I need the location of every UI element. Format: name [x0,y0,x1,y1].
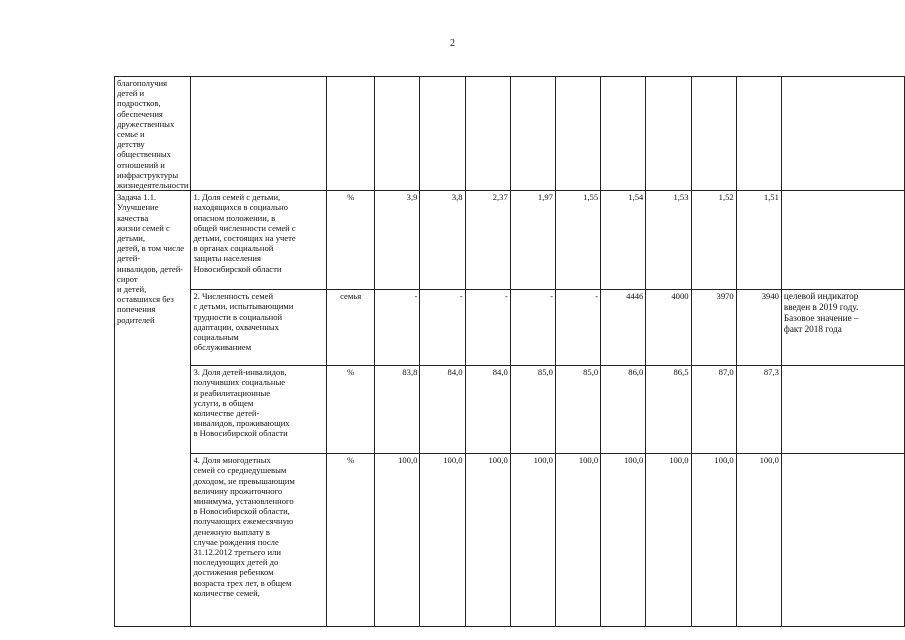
note-cell: целевой индикатор введен в 2019 году. Базовое значение – факт 2018 года [781,290,904,366]
table-row-continuation [115,77,905,191]
value-cell: 2,37 [465,191,510,290]
value-cell: 87,3 [736,366,781,454]
task-cell: Задача 1.1. Улучшение качества жизни семей с детьми, детей, в том числе детей- инвалидов, детей-сирот и детей, оставшихся без попечения родителей [115,191,191,627]
note-cell [781,191,904,290]
value-cell: 1,53 [646,191,691,290]
value-cell: 86,0 [601,366,646,454]
value-cell: 100,0 [691,454,736,627]
value-cell: 100,0 [420,454,465,627]
value-cell: 4446 [601,290,646,366]
table-row-indicator-1 [115,191,905,290]
value-cell: 87,0 [691,366,736,454]
value-cell: 100,0 [510,454,555,627]
value-cell: 84,0 [465,366,510,454]
value-cell: 86,5 [646,366,691,454]
page-number: 2 [450,38,455,49]
value-cell: 3970 [691,290,736,366]
value-cell: - [510,290,555,366]
value-cell: 100,0 [736,454,781,627]
indicator-cell: 3. Доля детей-инвалидов, получивших социальные и реабилитационные услуги, в общем количестве детей- инвалидов, проживающих в Новосибирской области [191,366,327,454]
value-cell: 1,51 [736,191,781,290]
value-cell: - [465,290,510,366]
value-cell: 1,97 [510,191,555,290]
value-cell: 84,0 [420,366,465,454]
value-cell: 100,0 [375,454,420,627]
goal-continuation-cell: благополучия детей и подростков, обеспечения дружественных семье и детству общественных отношений и инфраструктуры жизнедеятельности [115,77,191,191]
value-cell: - [555,290,600,366]
value-cell: 3,9 [375,191,420,290]
unit-cell: семья [327,290,375,366]
unit-cell: % [327,454,375,627]
unit-cell: % [327,191,375,290]
value-cell: 85,0 [555,366,600,454]
value-cell: 4000 [646,290,691,366]
value-cell: 83,8 [375,366,420,454]
value-cell: 1,54 [601,191,646,290]
value-cell: 100,0 [601,454,646,627]
table-row-indicator-4 [115,454,905,627]
value-cell: - [420,290,465,366]
value-cell: 100,0 [646,454,691,627]
value-cell: 1,55 [555,191,600,290]
note-cell [781,454,904,627]
value-cell: 1,52 [691,191,736,290]
value-cell: - [375,290,420,366]
value-cell: 85,0 [510,366,555,454]
table-row-indicator-2 [115,290,905,366]
value-cell: 100,0 [555,454,600,627]
value-cell: 3940 [736,290,781,366]
unit-cell: % [327,366,375,454]
indicators-table [114,76,905,627]
value-cell: 3,8 [420,191,465,290]
value-cell: 100,0 [465,454,510,627]
indicator-cell: 4. Доля многодетных семей со среднедушевым доходом, не превышающим величину прожиточного минимума, установленного в Новосибирской области, получающих ежемесячную денежную выплату в случае рождения после 31.12.2012 третьего или последующих детей до достижения ребенком возраста трех лет, в общем количестве семей, [191,454,327,627]
indicator-cell: 2. Численность семей с детьми, испытывающими трудности в социальной адаптации, охваченных социальным обслуживанием [191,290,327,366]
indicator-cell: 1. Доля семей с детьми, находящихся в социально опасном положении, в общей численности семей с детьми, состоящих на учете в органах социальной защиты населения Новосибирской области [191,191,327,290]
table-row-indicator-3 [115,366,905,454]
note-cell [781,366,904,454]
